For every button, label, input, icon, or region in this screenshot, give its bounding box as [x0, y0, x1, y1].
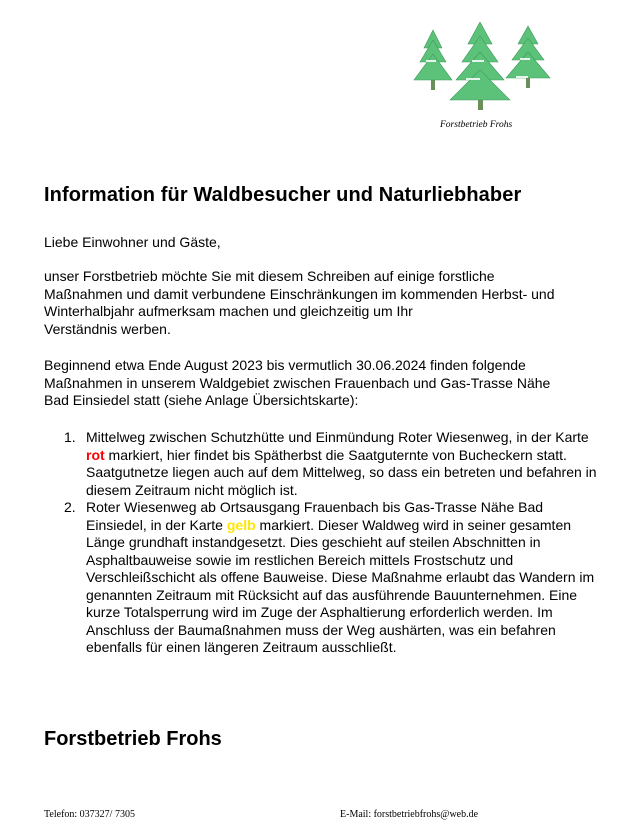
list-text: markiert. Dieser Waldweg wird in seiner gesamten Länge grundhaft instandgesetzt. Dies geschieht auf steilen Abschnitten in Asphaltbauweise sowie im restlichen Bereich mittels Frostschutz und Verschleißschicht als offene Bauweise. Diese Maßnahme erlaubt das Wandern im genannten Zeitraum mit Rücksicht auf das ausführende Bauunternehmen. Eine kurze Totalsperrung wird im Zuge der Asphaltierung erforderlich werden. Im Anschluss der Baumaßnahmen muss der Weg aushärten, was ein befahren ebenfalls für einen längeren Zeitraum ausschließt.: [86, 516, 595, 655]
signature: Forstbetrieb Frohs: [44, 728, 222, 750]
list-text: Roter Wiesenweg ab Ortsausgang Frauenbach bis Gas-Trasse Nähe Bad Einsiedel, in der Karte: [86, 499, 544, 533]
list-text: Mittelweg zwischen Schutzhütte und Einmündung Roter Wiesenweg, in der Karte: [86, 429, 589, 445]
list-item: [64, 429, 604, 499]
list-item: [64, 499, 604, 657]
highlight-yellow: gelb: [226, 516, 256, 533]
intro-paragraph: unser Forstbetrieb möchte Sie mit diesem Schreiben auf einige forstliche Maßnahmen und damit verbundene Einschränkungen im kommenden Herbst- und Winterhalbjahr aufmerksam machen und gleichzeitig um Ihr Verständnis werben.: [44, 268, 555, 337]
logo-caption: Forstbetrieb Frohs: [440, 120, 513, 130]
footer-email: E-Mail: forstbetriebfrohs@web.de: [340, 809, 479, 820]
measures-paragraph: Beginnend etwa Ende August 2023 bis vermutlich 30.06.2024 finden folgende Maßnahmen in unserem Waldgebiet zwischen Frauenbach und Gas-Trasse Nähe Bad Einsiedel statt (siehe Anlage Übersichtskarte):: [44, 357, 551, 408]
logo-trees-icon: [408, 22, 553, 114]
measures-list: [64, 429, 604, 657]
highlight-red: rot: [86, 446, 105, 463]
list-number: 2.: [64, 499, 76, 515]
footer-phone: Telefon: 037327/ 7305: [44, 809, 135, 820]
page-title: Information für Waldbesucher und Naturliebhaber: [44, 184, 522, 206]
list-number: 1.: [64, 429, 76, 445]
list-text: markiert, hier findet bis Spätherbst die Saatguternte von Bucheckern statt. Saatgutnetze liegen auch auf dem Mittelweg, so dass ein betreten und befahren in diesem Zeitraum nicht möglich ist.: [86, 446, 597, 498]
greeting: Liebe Einwohner und Gäste,: [44, 234, 221, 250]
